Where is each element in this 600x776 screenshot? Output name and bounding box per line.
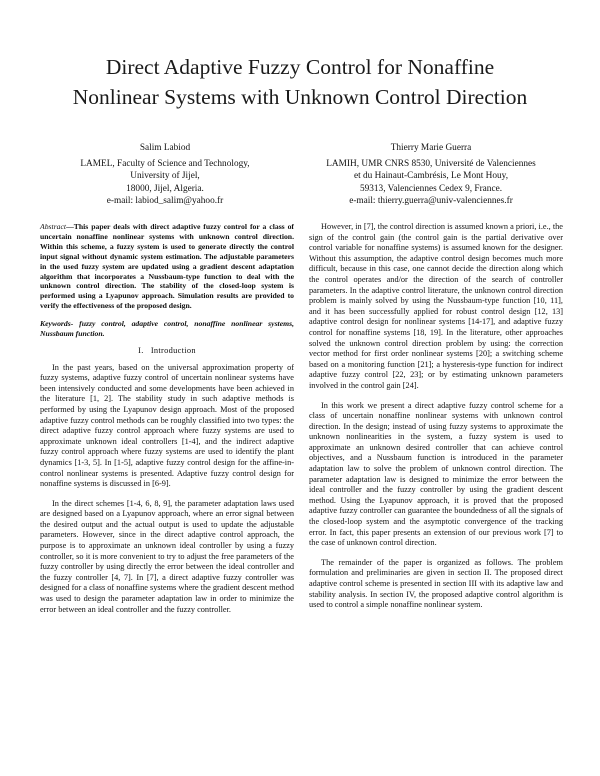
abstract-label: Abstract (40, 222, 67, 231)
paper-title-line-1: Direct Adaptive Fuzzy Control for Nonaffine (105, 55, 495, 79)
author-affiliation-line: et du Hainaut-Cambrésis, Le Mont Houy, (353, 171, 509, 182)
author-email: e-mail: thierry.guerra@univ-valenciennes.fr (349, 195, 513, 206)
abstract (40, 222, 294, 311)
author-affiliation-line: University of Jijel, (130, 171, 200, 182)
right-column (309, 222, 563, 611)
intro-paragraph-1: In the past years, based on the universal approximation property of fuzzy systems, adaptive fuzzy control of uncertain nonlinear systems have been intensively conducted and some developments have been achieved in the literature [1, 2]. The stability study in such adaptive methods is performed by using the Lyapunov design approach. Most of the proposed adaptive fuzzy control methods can be roughly classified into two types: the direct adaptive fuzzy control approach where fuzzy systems are used to approximate unknown ideal controllers [1-4], and the indirect adaptive fuzzy control approach where fuzzy systems are used to identify the plant dynamics [1-3, 5]. In [1-5], adaptive fuzzy control design for the affine-in-control nonlinear systems is presented. Adaptive fuzzy control design for nonaffine systems is discussed in [6-9]. (40, 362, 294, 489)
section-title: Introduction (150, 345, 196, 355)
author-affiliation-line: 59313, Valenciennes Cedex 9, France. (359, 183, 503, 194)
author-name: Salim Labiod (139, 143, 191, 153)
author-name: Thierry Marie Guerra (390, 143, 472, 153)
left-column (40, 222, 294, 615)
author-affiliation-line: LAMEL, Faculty of Science and Technology, (80, 159, 250, 170)
intro-paragraph-2: In the direct schemes [1-4, 6, 8, 9], the parameter adaptation laws used are designed based on a Lyapunov approach, where an error signal between the desired output and the actual output is used to update the adjustable parameters. However, since in the direct adaptive control approach, the purpose is to approximate an unknown ideal controller by using a fuzzy controller, so it is more convenient to try to adjust the free parameters of the fuzzy controller by using directly the error between the ideal controller and the fuzzy controller [4, 7]. In [7], a direct adaptive fuzzy controller was designed for a class of nonaffine systems where the gradient descent method was used to design the parameter adaptation law in order to minimize the error between an ideal controller and the fuzzy controller. (40, 498, 294, 614)
intro-paragraph-5: The remainder of the paper is organized as follows. The problem formulation and preliminaries are given in section II. The proposed direct adaptive control scheme is presented in section III with its adaptive law and stability analysis. In section IV, the proposed adaptive control algorithm is used to control a simple nonaffine nonlinear system. (309, 557, 563, 610)
author-email: e-mail: labiod_salim@yahoo.fr (106, 195, 224, 206)
author-affiliation-line: LAMIH, UMR CNRS 8530, Université de Valenciennes (326, 159, 536, 170)
intro-paragraph-4: In this work we present a direct adaptive fuzzy control scheme for a class of uncertain nonaffine nonlinear systems with unknown control direction. In the design; instead of using fuzzy systems to approximate the unknown nonlinearities in the system, a fuzzy system is used to approximate an unknown desired controller that can achieve control objectives, and a Nussbaum function is introduced in the parameter adaptation law to solve the problem of unknown control direction. The parameter adaptation law is designed to minimize the error between the ideal controller and the fuzzy controller by using the gradient descent method. Using the Lyapunov approach, it is proved that the proposed adaptive fuzzy controller can guarantee the boundedness of all the signals of the closed-loop system and the asymptotic convergence of the tracking error. In fact, this paper presents an extension of our previous work [7] to the case of unknown control direction. (309, 400, 563, 548)
section-number: I. (138, 345, 144, 355)
intro-paragraph-3: However, in [7], the control direction is assumed known a priori, i.e., the sign of the control gain (the control gain is the partial derivative over control variable for nonaffine systems) is assumed known for the designer. Without this assumption, the adaptive control design becomes much more difficult, because in this case, one cannot decide the direction along which the control operates and/or the direction of the search of controller parameters. In the adaptive control literature, the unknown control direction problem is mainly solved by using the Nussbaum-type function [10, 11], and it has been successfully applied for robust control design [12, 13] adaptive control design for nonlinear systems [14-17], and adaptive fuzzy control for nonaffine systems [18, 19]. In the literature, other approaches solved the unknown control direction problem by using: the correction vector method for first order nonlinear systems [20]; a switching scheme based on a monitoring function [21]; a hysteresis-type function for indirect adaptive fuzzy control [22, 23]; or by estimating unknown parameters involved in the control gain [24]. (309, 222, 563, 390)
paper-title (40, 52, 560, 112)
author-block-2 (300, 142, 562, 207)
section-heading-introduction (40, 346, 294, 357)
paper-title-line-2: Nonlinear Systems with Unknown Control Direction (72, 85, 528, 109)
keywords: Keywords- fuzzy control, adaptive control, nonaffine nonlinear systems, Nussbaum function. (40, 319, 294, 339)
abstract-separator: — (66, 222, 74, 231)
author-block-1 (40, 142, 290, 207)
author-affiliation-line: 18000, Jijel, Algeria. (126, 183, 204, 194)
abstract-text: This paper deals with direct adaptive fuzzy control for a class of uncertain nonaffine nonlinear systems with unknown control direction. Within this scheme, a fuzzy system is used to generate directly the control input signal without dynamic system estimation. The adjustable parameters in the used fuzzy system are updated using a gradient descent adaptation algorithm that incorporates a Nussbaum-type function to deal with the unknown control direction. The stability of the closed-loop system is performed using a Lyapunov approach. Simulation results are provided to verify the effectiveness of the proposed design. (40, 222, 294, 311)
